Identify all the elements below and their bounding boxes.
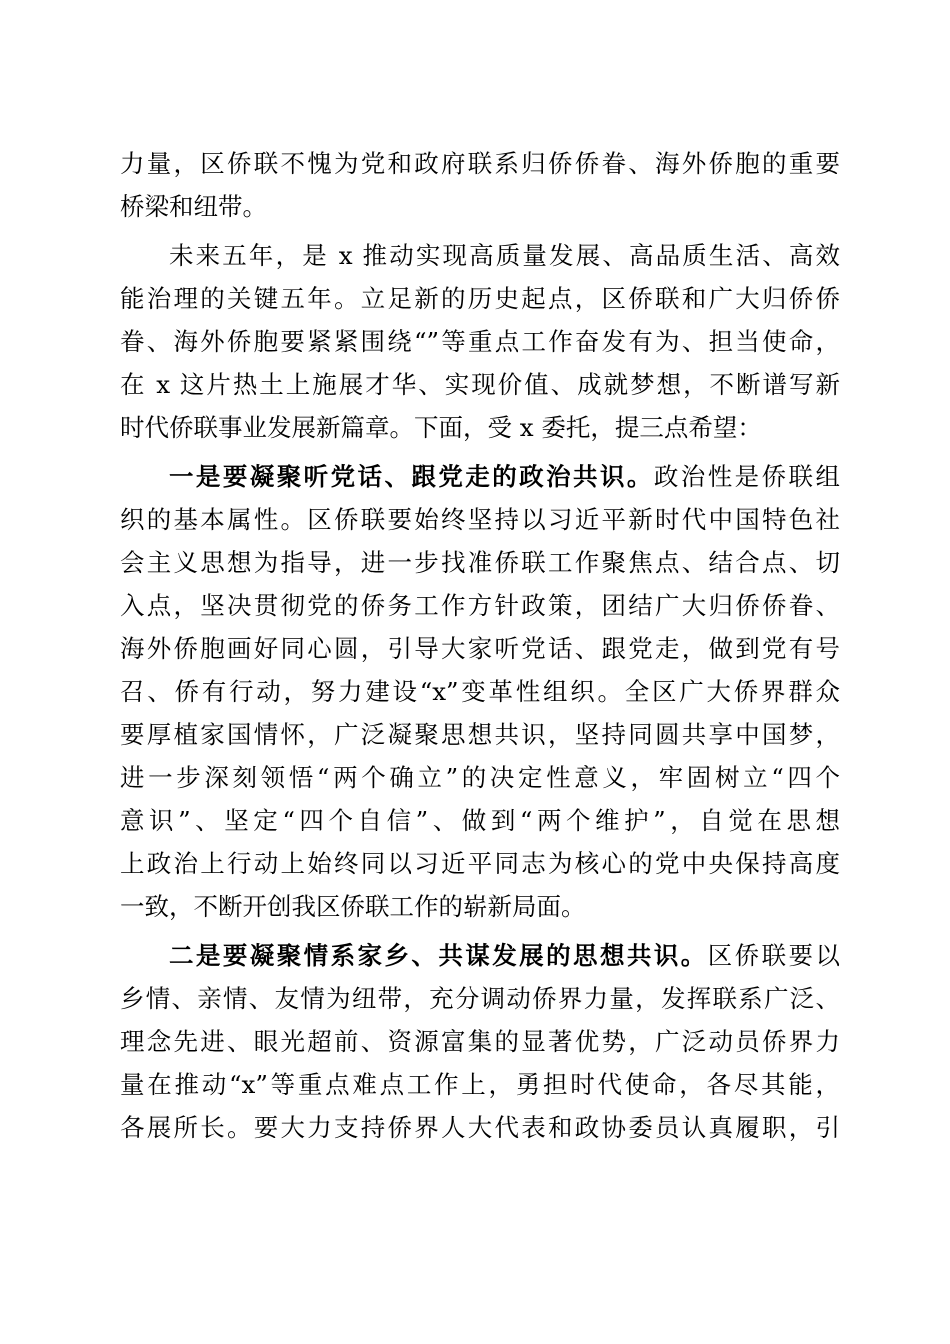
paragraph-2-line-5: 时代侨联事业发展新篇章。下面，受 x 委托，提三点希望： — [120, 413, 762, 442]
paragraph-3-heading: 一是要凝聚听党话、跟党走的政治共识。 — [169, 462, 654, 491]
paragraph-3-line-7: 要厚植家国情怀，广泛凝聚思想共识，坚持同圆共享中国梦， — [120, 720, 840, 749]
paragraph-3-line-2: 织的基本属性。区侨联要始终坚持以习近平新时代中国特色社 — [120, 505, 840, 534]
paragraph-3-line-8: 进一步深刻领悟“两个确立”的决定性意义，牢固树立“四个 — [120, 763, 840, 792]
paragraph-3-line-5: 海外侨胞画好同心圆，引导大家听党话、跟党走，做到党有号 — [120, 634, 840, 663]
paragraph-2-line-1: 未来五年，是 x 推动实现高质量发展、高品质生活、高效 — [169, 241, 840, 270]
paragraph-4-line-4: 量在推动“x”等重点难点工作上，勇担时代使命，各尽其能， — [120, 1070, 840, 1099]
paragraph-2-line-3: 眷、海外侨胞要紧紧围绕“”等重点工作奋发有为、担当使命， — [120, 327, 840, 356]
paragraph-3-line-11: 一致，不断开创我区侨联工作的崭新局面。 — [120, 892, 586, 921]
paragraph-1-line-1: 力量，区侨联不愧为党和政府联系归侨侨眷、海外侨胞的重要 — [120, 149, 840, 178]
paragraph-4-line-1 — [169, 941, 840, 971]
paragraph-3-line-10: 上政治上行动上始终同以习近平同志为核心的党中央保持高度 — [120, 849, 840, 878]
paragraph-1-line-2: 桥梁和纽带。 — [120, 192, 267, 221]
paragraph-2-line-4: 在 x 这片热土上施展才华、实现价值、成就梦想，不断谱写新 — [120, 370, 840, 399]
paragraph-3-line-9: 意识”、坚定“四个自信”、做到“两个维护”，自觉在思想 — [120, 806, 840, 835]
paragraph-4-line-2: 乡情、亲情、友情为纽带，充分调动侨界力量，发挥联系广泛、 — [120, 984, 840, 1013]
paragraph-3-line-3: 会主义思想为指导，进一步找准侨联工作聚焦点、结合点、切 — [120, 548, 840, 577]
paragraph-2-line-2: 能治理的关键五年。立足新的历史起点，区侨联和广大归侨侨 — [120, 284, 840, 313]
paragraph-4-line-5: 各展所长。要大力支持侨界人大代表和政协委员认真履职，引 — [120, 1113, 840, 1142]
paragraph-4-heading: 二是要凝聚情系家乡、共谋发展的思想共识。 — [169, 941, 708, 970]
paragraph-4-first-rest: 区侨联要以 — [707, 941, 840, 970]
paragraph-3-line-1 — [169, 462, 840, 492]
paragraph-4-line-3: 理念先进、眼光超前、资源富集的显著优势，广泛动员侨界力 — [120, 1027, 840, 1056]
paragraph-3-first-rest: 政治性是侨联组 — [653, 462, 840, 491]
paragraph-3-line-6: 召、侨有行动，努力建设“x”变革性组织。全区广大侨界群众 — [120, 677, 840, 706]
paragraph-3-line-4: 入点，坚决贯彻党的侨务工作方针政策，团结广大归侨侨眷、 — [120, 591, 840, 620]
